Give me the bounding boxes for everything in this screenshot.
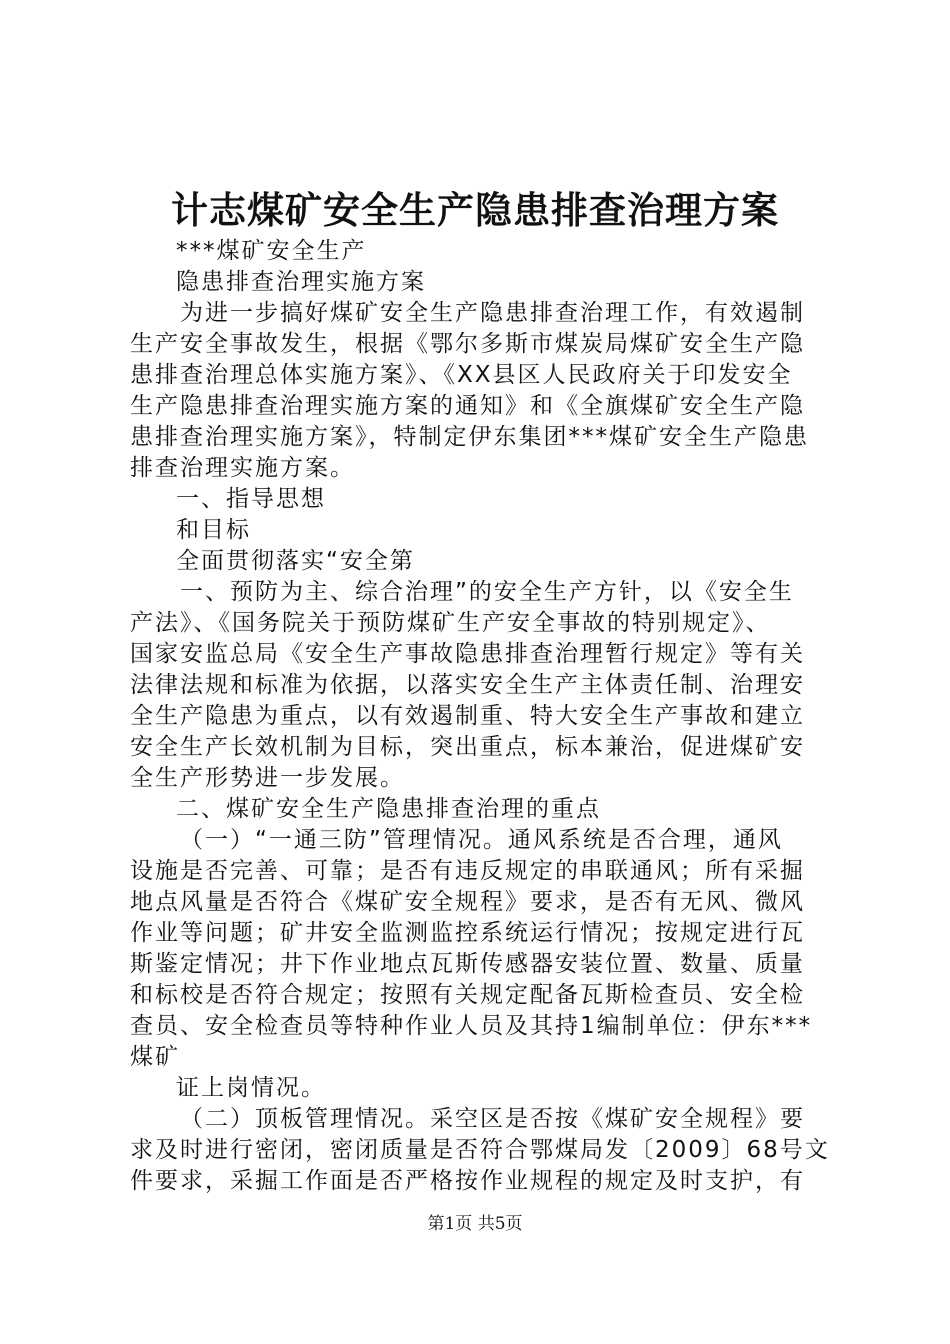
body-line: ***煤矿安全生产 <box>176 238 367 264</box>
body-line: 全生产隐患为重点，以有效遏制重、特大安全生产事故和建立 <box>130 703 805 729</box>
body-line: 法律法规和标准为依据，以落实安全生产主体责任制、治理安 <box>130 672 805 698</box>
body-line: 件要求，采掘工作面是否严格按作业规程的规定及时支护，有 <box>130 1168 805 1194</box>
body-line: （二）顶板管理情况。采空区是否按《煤矿安全规程》要 <box>180 1106 805 1132</box>
body-line: 生产隐患排查治理实施方案的通知》和《全旗煤矿安全生产隐 <box>130 393 805 419</box>
body-line: 和标校是否符合规定；按照有关规定配备瓦斯检查员、安全检 <box>130 982 805 1008</box>
body-line: 安全生产长效机制为目标，突出重点，标本兼治，促进煤矿安 <box>130 734 805 760</box>
body-line: 查员、安全检查员等特种作业人员及其持1编制单位：伊东*** <box>130 1013 813 1039</box>
body-line: 一、预防为主、综合治理”的安全生产方针，以《安全生 <box>180 579 794 605</box>
body-line: 全面贯彻落实“安全第 <box>176 548 415 574</box>
body-line: 煤矿 <box>130 1044 180 1070</box>
section-heading: 二、煤矿安全生产隐患排查治理的重点 <box>176 796 601 822</box>
body-line: 证上岗情况。 <box>176 1075 326 1101</box>
page-footer: 第1页 共5页 <box>427 1214 523 1234</box>
section-heading: 和目标 <box>176 517 251 543</box>
body-line: 患排查治理总体实施方案》、《XX县区人民政府关于印发安全 <box>130 362 793 388</box>
section-heading: 一、指导思想 <box>176 486 326 512</box>
body-line: 生产安全事故发生，根据《鄂尔多斯市煤炭局煤矿安全生产隐 <box>130 331 805 357</box>
body-line: 产法》、《国务院关于预防煤矿生产安全事故的特别规定》、 <box>130 610 771 636</box>
body-line: 隐患排查治理实施方案 <box>176 269 426 295</box>
body-line: 患排查治理实施方案》，特制定伊东集团***煤矿安全生产隐患 <box>130 424 809 450</box>
body-line: 作业等问题；矿井安全监测监控系统运行情况；按规定进行瓦 <box>130 920 805 946</box>
document-title: 计志煤矿安全生产隐患排查治理方案 <box>171 188 779 232</box>
body-line: 为进一步搞好煤矿安全生产隐患排查治理工作，有效遏制 <box>180 300 805 326</box>
document-body <box>130 236 830 1197</box>
body-line: 求及时进行密闭，密闭质量是否符合鄂煤局发〔2009〕68号文 <box>130 1137 830 1163</box>
body-line: 设施是否完善、可靠；是否有违反规定的串联通风；所有采掘 <box>130 858 805 884</box>
body-line: 排查治理实施方案。 <box>130 455 355 481</box>
body-line: （一）“一通三防”管理情况。通风系统是否合理，通风 <box>180 827 783 853</box>
body-line: 斯鉴定情况；井下作业地点瓦斯传感器安装位置、数量、质量 <box>130 951 805 977</box>
body-line: 地点风量是否符合《煤矿安全规程》要求，是否有无风、微风 <box>130 889 805 915</box>
body-line: 国家安监总局《安全生产事故隐患排查治理暂行规定》等有关 <box>130 641 805 667</box>
body-line: 全生产形势进一步发展。 <box>130 765 405 791</box>
